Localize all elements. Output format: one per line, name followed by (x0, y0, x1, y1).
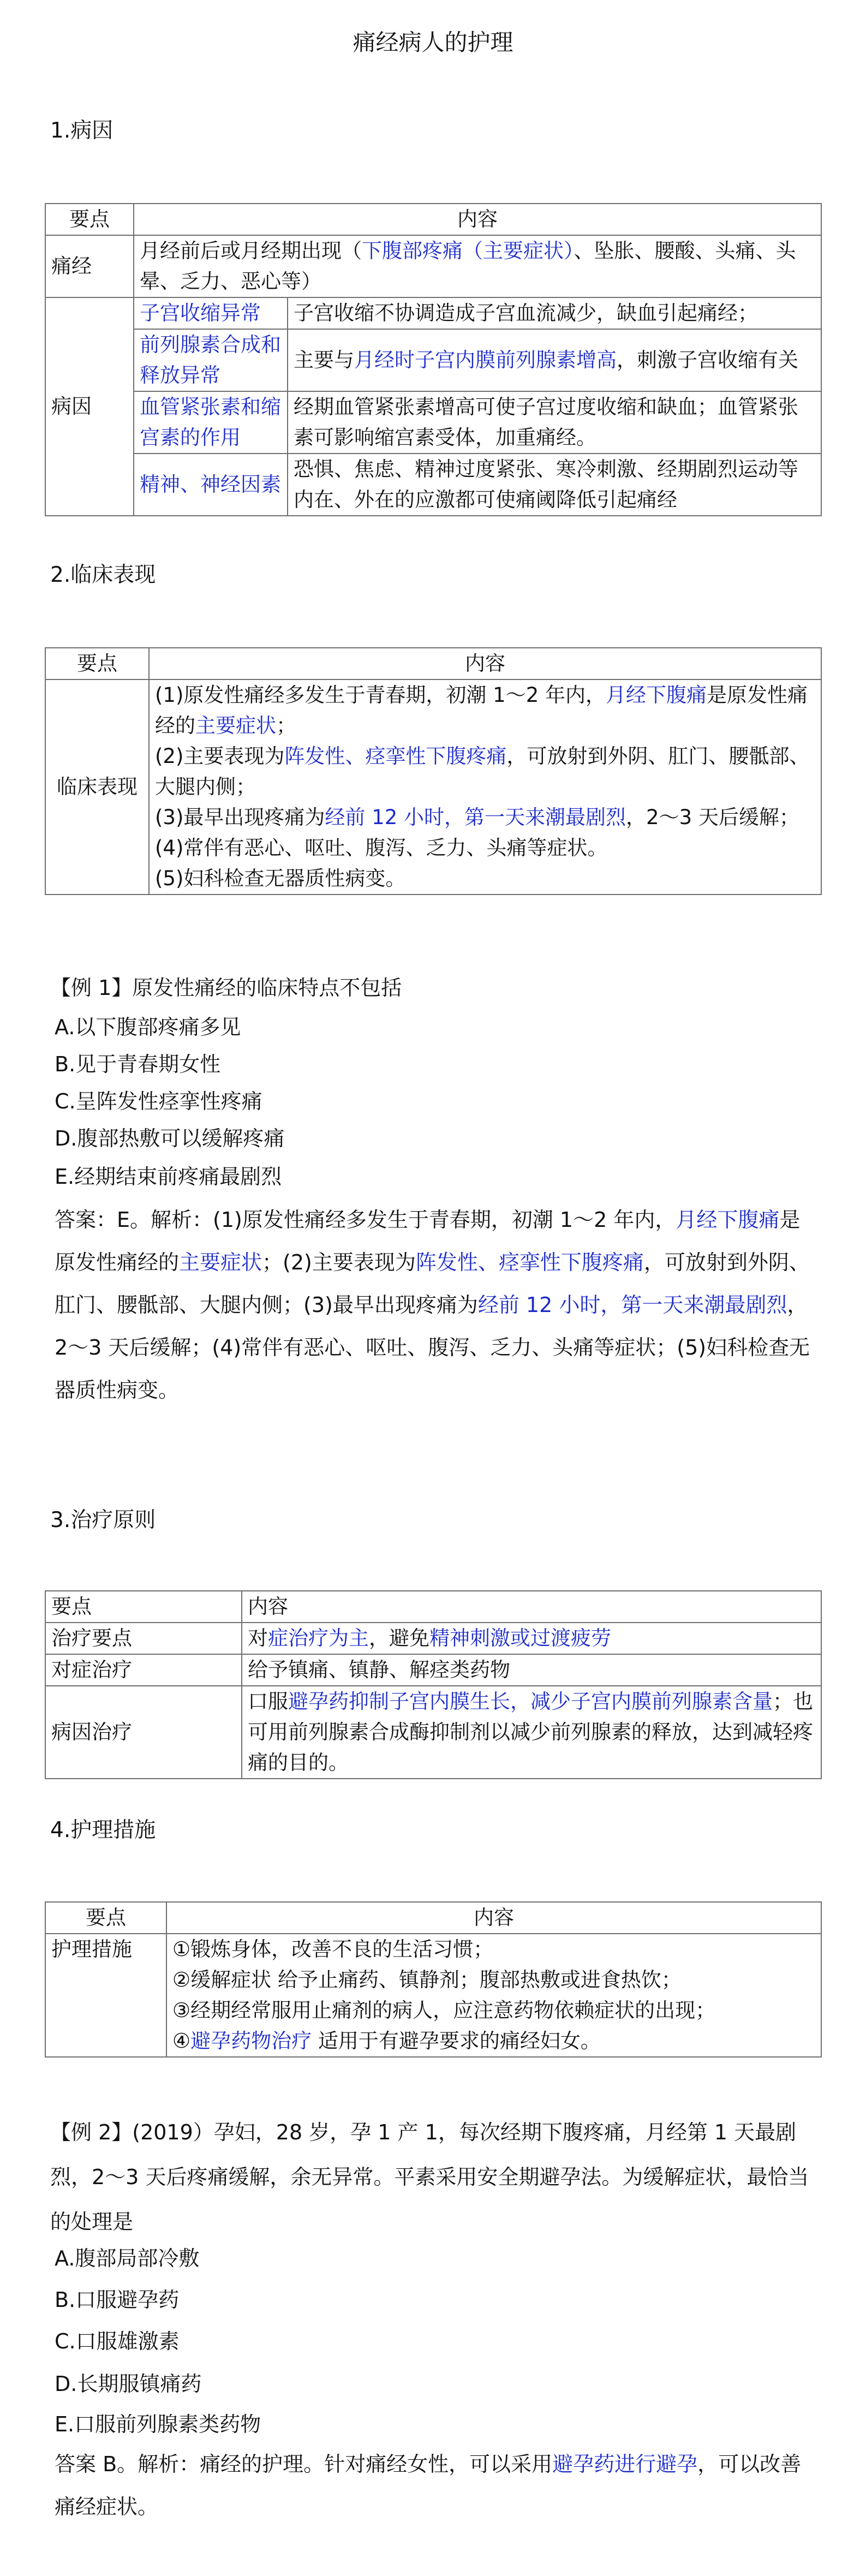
example2-option: C.口服雄激素 (55, 2329, 180, 2353)
treatment-table (45, 1590, 822, 1779)
example1-option: B.见于青春期女性 (55, 1052, 221, 1076)
example2-question: 【例 2】(2019）孕妇，28 岁，孕 1 产 1，每次经期下腹疼痛，月经第 1 天最剧烈，2～3 天后疼痛缓解，余无异常。平素采用安全期避孕法。为缓解症状，最恰当的处理是 (50, 2120, 809, 2234)
section-heading-clinical: 2.临床表现 (50, 563, 156, 587)
clinical-items (149, 679, 821, 895)
treatment-row-content: 给予镇痛、镇静、解痉类药物 (242, 1654, 821, 1686)
clinical-table (45, 647, 822, 895)
clinical-item: (3)最早出现疼痛为经前 12 小时，第一天来潮最剧烈，2～3 天后缓解； (155, 806, 799, 829)
treatment-row-label: 治疗要点 (45, 1623, 242, 1654)
table-header-content: 内容 (242, 1591, 821, 1623)
example1-option: E.经期结束前疼痛最剧烈 (55, 1165, 282, 1189)
page-title: 痛经病人的护理 (353, 29, 513, 56)
table-header-point: 要点 (45, 1591, 242, 1623)
example2-option: A.腹部局部冷敷 (55, 2246, 200, 2270)
row-label-clinical: 临床表现 (45, 679, 149, 895)
table-header-point: 要点 (45, 1902, 166, 1934)
cause-description: 恐惧、焦虑、精神过度紧张、寒冷刺激、经期剧烈运动等内在、外在的应激都可使痛阈降低引起痛经 (288, 454, 821, 516)
cause-name: 前列腺素合成和释放异常 (134, 329, 288, 391)
example2-answer: 答案 B。解析：痛经的护理。针对痛经女性，可以采用避孕药进行避孕，可以改善痛经症状。 (55, 2452, 802, 2519)
table-header-content: 内容 (166, 1902, 821, 1934)
treatment-row-label: 病因治疗 (45, 1686, 242, 1779)
nursing-table (45, 1901, 822, 2058)
nursing-item: ①锻炼身体，改善不良的生活习惯； (172, 1937, 494, 1961)
table-header-point: 要点 (45, 648, 149, 679)
example2-option: E.口服前列腺素类药物 (55, 2412, 261, 2436)
example2-option: B.口服避孕药 (55, 2288, 180, 2312)
nursing-item: ③经期经常服用止痛剂的病人，应注意药物依赖症状的出现； (172, 1999, 716, 2022)
treatment-row-content: 对症治疗为主，避免精神刺激或过渡疲劳 (242, 1623, 821, 1654)
example1-option: A.以下腹部疼痛多见 (55, 1015, 241, 1039)
table-header-content: 内容 (134, 204, 821, 235)
table-header-content: 内容 (149, 648, 821, 679)
example1-question: 【例 1】原发性痛经的临床特点不包括 (50, 976, 402, 1000)
nursing-item: ④避孕药物治疗 适用于有避孕要求的痛经妇女。 (172, 2029, 601, 2053)
section-heading-nursing: 4.护理措施 (50, 1818, 156, 1842)
table-header-point: 要点 (45, 204, 134, 235)
example1-option: C.呈阵发性痉挛性疼痛 (55, 1089, 262, 1113)
cause-description: 主要与月经时子宫内膜前列腺素增高，刺激子宫收缩有关 (288, 329, 821, 391)
section-heading-treatment: 3.治疗原则 (50, 1508, 156, 1533)
treatment-row-label: 对症治疗 (45, 1654, 242, 1686)
example1-answer: 答案：E。解析：(1)原发性痛经多发生于青春期，初潮 1～2 年内，月经下腹痛是原发性痛经的主要症状；(2)主要表现为阵发性、痉挛性下腹疼痛，可放射到外阴、肛门、腰骶部、大腿内侧；(3)最早出现疼痛为经前 12 小时，第一天来潮最剧烈，2～3 天后缓解；(4)常伴有恶心、呕吐、腹泻、乏力、头痛等症状；(5)妇科检查无器质性病变。 (55, 1208, 810, 1402)
dysmenorrhea-definition: 月经前后或月经期出现（下腹部疼痛（主要症状）、坠胀、腰酸、头痛、头晕、乏力、恶心等） (134, 235, 821, 297)
example1-option: D.腹部热敷可以缓解疼痛 (55, 1126, 285, 1150)
clinical-item: (4)常伴有恶心、呕吐、腹泻、乏力、头痛等症状。 (155, 836, 608, 860)
clinical-item: (2)主要表现为阵发性、痉挛性下腹疼痛，可放射到外阴、肛门、腰骶部、大腿内侧； (155, 744, 810, 798)
example2-option: D.长期服镇痛药 (55, 2372, 202, 2396)
row-label-cause: 病因 (45, 297, 134, 516)
clinical-item: (1)原发性痛经多发生于青春期，初潮 1～2 年内，月经下腹痛是原发性痛经的主要症状； (155, 683, 808, 737)
treatment-row-content: 口服避孕药抑制子宫内膜生长，减少子宫内膜前列腺素含量；也可用前列腺素合成酶抑制剂以减少前列腺素的释放，达到减轻疼痛的目的。 (242, 1686, 821, 1779)
cause-description: 子宫收缩不协调造成子宫血流减少，缺血引起痛经； (288, 297, 821, 329)
section-heading-etiology: 1.病因 (50, 118, 114, 143)
row-label-dysmenorrhea: 痛经 (45, 235, 134, 297)
clinical-item: (5)妇科检查无器质性病变。 (155, 867, 406, 890)
cause-description: 经期血管紧张素增高可使子宫过度收缩和缺血；血管紧张素可影响缩宫素受体，加重痛经。 (288, 391, 821, 454)
cause-name: 精神、神经因素 (134, 454, 288, 516)
row-label-nursing: 护理措施 (45, 1934, 166, 2057)
nursing-item: ②缓解症状 给予止痛药、镇静剂；腹部热敷或进食热饮； (172, 1968, 682, 1991)
cause-name: 血管紧张素和缩宫素的作用 (134, 391, 288, 454)
nursing-items (166, 1934, 821, 2057)
etiology-table (45, 203, 822, 516)
cause-name: 子宫收缩异常 (134, 297, 288, 329)
